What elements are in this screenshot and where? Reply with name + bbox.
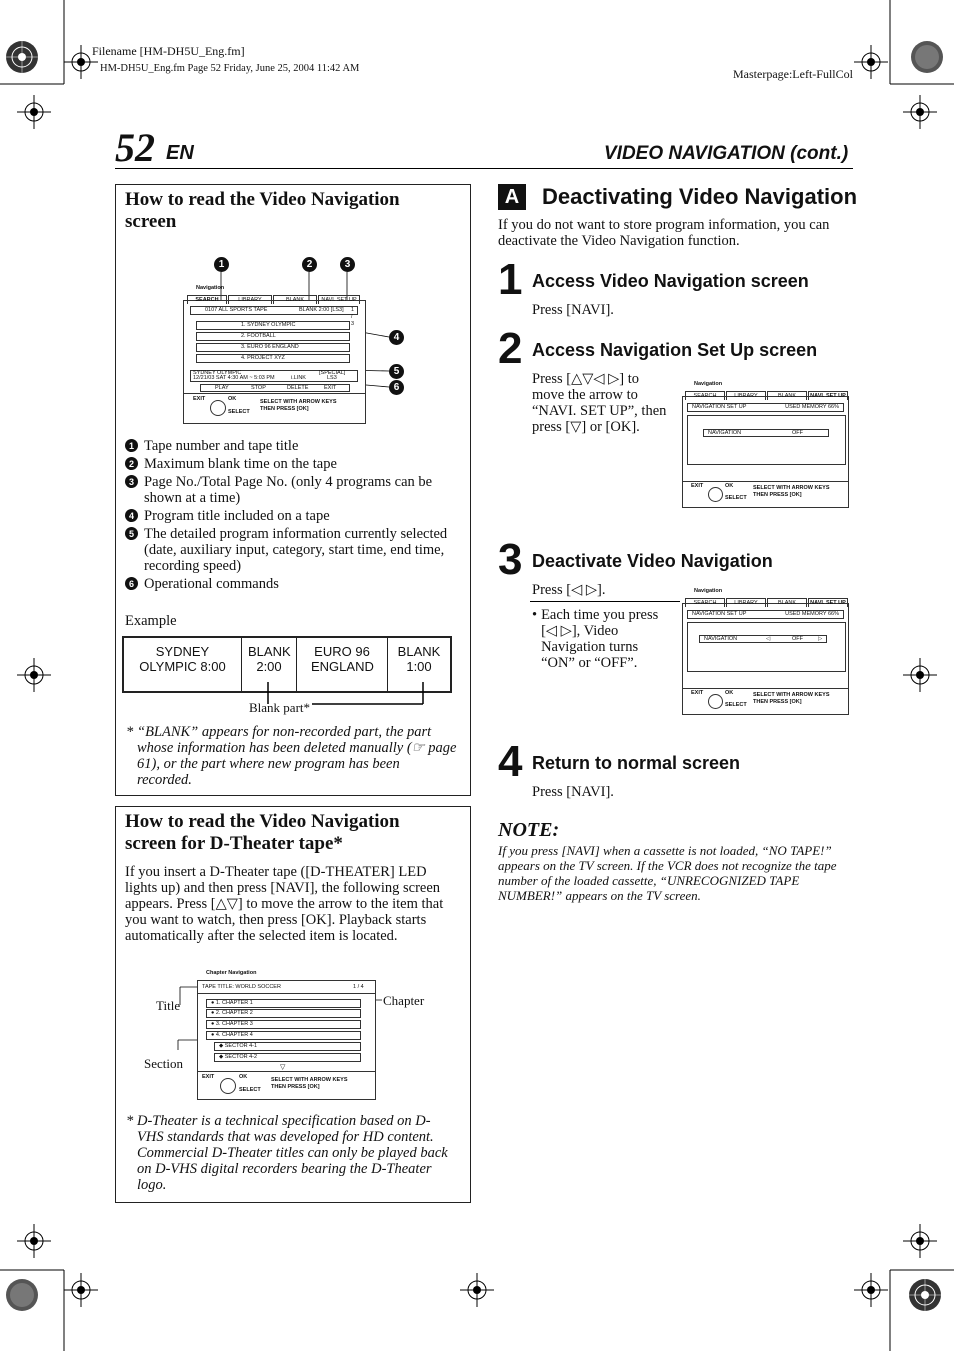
select-label: SELECT	[228, 409, 250, 415]
registration-crosshair-icon	[903, 658, 937, 692]
navigation-screen	[183, 297, 366, 424]
section-badge: A	[498, 184, 526, 210]
callout-5: 5	[389, 364, 404, 379]
box2-title: How to read the Video Navigation screen for D-Theater tape*	[125, 811, 400, 854]
example-cell: BLANK 1:00	[397, 644, 441, 674]
legend-item: 2 Maximum blank time on the tape	[125, 456, 460, 472]
ok-label: OK	[725, 483, 734, 489]
chapter-row: ● 1. CHAPTER 1	[206, 999, 361, 1008]
tab-search: SEARCH	[685, 391, 725, 400]
step-text: Press [△▽◁ ▷] to move the arrow to “NAVI. SET UP”, then press [▽] or [OK].	[532, 371, 667, 435]
callout-4: 4	[389, 330, 404, 345]
detail-speed: LS3	[327, 375, 337, 381]
bullet-icon: ●	[211, 1010, 216, 1016]
tab-search: SEARCH	[187, 295, 227, 304]
section-intro: If you do not want to store program information, you can deactivate the Video Navigation function.	[498, 217, 830, 249]
note-text: If you press [NAVI] when a cassette is not loaded, “NO TAPE!” appears on the TV screen. If the VCR does not recognize the tape number of the loaded cassette, “UNRECOGNIZED TAPE NUMBER!” appears on the TV screen.	[498, 843, 837, 903]
delete-command: DELETE	[287, 385, 309, 391]
remote-pad-icon	[708, 487, 723, 502]
chapter-row: ● 3. CHAPTER 3	[206, 1020, 361, 1029]
tab-library: LIBRARY	[726, 598, 766, 607]
example-cell: BLANK 2:00	[242, 638, 297, 691]
exit-label: EXIT	[193, 396, 206, 402]
tab-navi-setup: NAVI. SET UP	[318, 295, 360, 304]
tape-title: TAPE TITLE: WORLD SOCCER	[202, 984, 281, 990]
page-lang: EN	[166, 142, 194, 164]
callout-3: 3	[340, 257, 355, 272]
legend-item: 1 Tape number and tape title	[125, 438, 460, 454]
screen-footer-rule	[184, 393, 365, 394]
detail-title: SYDNEY OLYMPIC	[193, 370, 242, 376]
box2-body: If you insert a D-Theater tape ([D-THEATER] LED lights up) and then press [NAVI], the following screen appears. Press [△▽] to move the arrow to the item that you want to watch, then press [OK]. Playback starts automatically after the selected item is located.	[125, 864, 444, 944]
play-command: PLAY	[215, 385, 229, 391]
tape-id: 0107 ALL SPORTS TAPE	[205, 307, 268, 313]
section-heading: Deactivating Video Navigation	[542, 184, 858, 209]
note-title: NOTE:	[498, 819, 560, 841]
registration-crosshair-icon	[903, 1224, 937, 1258]
step-text: Press [NAVI].	[532, 784, 614, 800]
blank-part-label: Blank part*	[249, 700, 311, 715]
registration-crosshair-icon	[17, 1224, 51, 1258]
step-text: Press [◁ ▷].	[532, 582, 606, 598]
navigation-screen-title: Navigation	[196, 285, 225, 291]
page-info: 1 / 3	[351, 307, 355, 327]
instruction-2: THEN PRESS [OK]	[271, 1084, 320, 1090]
step-text: Press [NAVI].	[532, 302, 614, 318]
label-title: Title	[156, 998, 181, 1013]
select-label: SELECT	[725, 702, 747, 708]
option-value: OFF	[792, 430, 803, 436]
step-title: Access Navigation Set Up screen	[532, 340, 818, 360]
bullet-icon: ●	[211, 1032, 216, 1038]
tab-navi-setup: NAVI. SET UP	[808, 598, 848, 607]
option-label: NAVIGATION	[708, 430, 742, 436]
tab-blank: BLANK	[767, 598, 807, 607]
instruction-1: SELECT WITH ARROW KEYS	[271, 1077, 348, 1083]
step-number: 1	[498, 255, 523, 304]
registration-sunburst-icon	[908, 1278, 942, 1312]
step-title: Access Video Navigation screen	[532, 271, 809, 291]
instruction-2: THEN PRESS [OK]	[753, 699, 802, 705]
bullet-icon: •	[532, 607, 538, 623]
registration-crosshair-icon	[903, 95, 937, 129]
setup-header-row: NAVIGATION SET UP USED MEMORY 66%	[687, 403, 844, 412]
masterpage-label: Masterpage:Left-FullCol	[733, 67, 853, 81]
program-row: 2. FOOTBALL	[196, 332, 350, 341]
command-row	[200, 384, 350, 392]
ok-label: OK	[239, 1074, 248, 1080]
exit-label: EXIT	[691, 690, 704, 696]
chapter-navigation-title: Chapter Navigation	[206, 970, 257, 976]
registration-sunburst-icon	[5, 40, 39, 74]
instruction-1: SELECT WITH ARROW KEYS	[260, 399, 337, 405]
registration-crosshair-icon	[854, 1273, 888, 1307]
chapter-row: ● 4. CHAPTER 4	[206, 1031, 361, 1040]
callout-1: 1	[214, 257, 229, 272]
print-filename: Filename [HM-DH5U_Eng.fm]	[92, 44, 245, 58]
tab-blank: BLANK	[767, 391, 807, 400]
registration-dot-icon	[5, 1278, 39, 1312]
box1-footnote-star: *	[126, 724, 134, 740]
page-number: 52	[115, 125, 155, 170]
exit-label: EXIT	[202, 1074, 215, 1080]
tab-library: LIBRARY	[726, 391, 766, 400]
registration-crosshair-icon	[460, 1273, 494, 1307]
section-row: ◆ SECTOR 4-1	[214, 1042, 361, 1051]
step-bullet: • Each time you press [◁ ▷], Video Navigation turns “ON” or “OFF”.	[532, 607, 659, 671]
navi-setup-screen-toggle	[682, 600, 849, 715]
example-cell: SYDNEY OLYMPIC 8:00	[124, 638, 242, 691]
instruction-2: THEN PRESS [OK]	[260, 406, 309, 412]
navigation-option-row	[699, 635, 827, 643]
label-section: Section	[144, 1056, 183, 1071]
print-fileinfo: HM-DH5U_Eng.fm Page 52 Friday, June 25, 2004 11:42 AM	[100, 63, 360, 74]
program-row: 4. PROJECT XYZ	[196, 354, 350, 363]
navigation-option-row	[703, 429, 829, 437]
navi-setup-screen	[682, 393, 849, 508]
setup-screen-title: Navigation	[694, 588, 723, 594]
option-label: NAVIGATION	[704, 636, 738, 642]
registration-dot-icon	[910, 40, 944, 74]
left-arrow-icon: ◁	[766, 636, 771, 642]
registration-crosshair-icon	[64, 1273, 98, 1307]
step-title: Deactivate Video Navigation	[532, 551, 773, 571]
exit-command: EXIT	[324, 385, 337, 391]
example-label: Example	[125, 613, 177, 629]
stop-command: STOP	[251, 385, 266, 391]
used-memory: USED MEMORY 66%	[785, 611, 839, 617]
select-label: SELECT	[725, 495, 747, 501]
box1-title: How to read the Video Navigation screen	[125, 189, 400, 232]
program-row: 1. SYDNEY OLYMPIC	[196, 321, 350, 330]
tab-blank: BLANK	[273, 295, 317, 304]
bullet-icon: ●	[211, 1021, 216, 1027]
step-number: 2	[498, 324, 523, 373]
label-chapter: Chapter	[383, 993, 425, 1008]
step-title: Return to normal screen	[532, 753, 741, 773]
registration-crosshair-icon	[854, 45, 888, 79]
box2-footnote: D-Theater is a technical specification based on D-VHS standards that was developed for HD content. Commercial D-Theater titles can only be played back on D-VHS digital recorders bearing the D-Theater logo.	[137, 1113, 448, 1193]
program-row: 3. EURO 96 ENGLAND	[196, 343, 350, 352]
callout-2: 2	[302, 257, 317, 272]
box1-footnote: “BLANK” appears for non-recorded part, the part whose information has been deleted manually (☞ page 61), or the part where new program has been recorded.	[137, 724, 457, 788]
select-label: SELECT	[239, 1087, 261, 1093]
header-rule	[115, 168, 853, 169]
setup-header-row: NAVIGATION SET UP USED MEMORY 66%	[687, 610, 844, 619]
chapter-row: ● 2. CHAPTER 2	[206, 1009, 361, 1018]
running-head: VIDEO NAVIGATION (cont.)	[604, 143, 849, 164]
ok-label: OK	[725, 690, 734, 696]
chapter-page: 1 / 4	[353, 984, 364, 990]
registration-crosshair-icon	[17, 658, 51, 692]
legend-item: 5 The detailed program information currently selected (date, auxiliary input, category, start time, end time, recording speed)	[125, 526, 460, 574]
detail-special: [SPECIAL]	[319, 370, 346, 376]
chapter-navigation-screen	[197, 980, 376, 1100]
blank-info: BLANK 2:00 [LS3]	[299, 307, 344, 313]
used-memory: USED MEMORY 66%	[785, 404, 839, 410]
right-arrow-icon: ▷	[818, 636, 823, 642]
instruction-1: SELECT WITH ARROW KEYS	[753, 692, 830, 698]
setup-screen-title: Navigation	[694, 381, 723, 387]
legend-item: 4 Program title included on a tape	[125, 508, 460, 524]
bullet-icon: ●	[211, 1000, 216, 1006]
instruction-1: SELECT WITH ARROW KEYS	[753, 485, 830, 491]
legend-list	[125, 438, 460, 592]
option-value: OFF	[792, 636, 803, 642]
remote-pad-icon	[220, 1078, 236, 1094]
detail-date: 12/21/03 SAT 4:30 AM ~ 5:03 PM	[193, 375, 275, 381]
exit-label: EXIT	[691, 483, 704, 489]
setup-panel	[687, 415, 846, 465]
tab-library: LIBRARY	[228, 295, 272, 304]
registration-crosshair-icon	[17, 95, 51, 129]
step-number: 3	[498, 535, 523, 584]
section-row: ◆ SECTOR 4-2	[214, 1053, 361, 1062]
tab-search: SEARCH	[685, 598, 725, 607]
scroll-down-icon: ▽	[280, 1064, 286, 1071]
legend-item: 6 Operational commands	[125, 576, 460, 592]
box2-footnote-star: *	[126, 1113, 134, 1129]
ok-label: OK	[228, 396, 237, 402]
tab-navi-setup: NAVI. SET UP	[808, 391, 848, 400]
detail-link: i.LINK	[291, 375, 306, 381]
diamond-icon: ◆	[219, 1043, 225, 1049]
instruction-2: THEN PRESS [OK]	[753, 492, 802, 498]
example-cell: EURO 96 ENGLAND	[297, 638, 388, 691]
remote-pad-icon	[708, 694, 723, 709]
remote-pad-icon	[210, 400, 226, 416]
legend-item: 3 Page No./Total Page No. (only 4 programs can be shown at a time)	[125, 474, 460, 506]
callout-6: 6	[389, 380, 404, 395]
step-number: 4	[498, 737, 523, 786]
setup-panel	[687, 622, 846, 672]
program-detail	[190, 370, 358, 382]
diamond-icon: ◆	[219, 1054, 225, 1060]
